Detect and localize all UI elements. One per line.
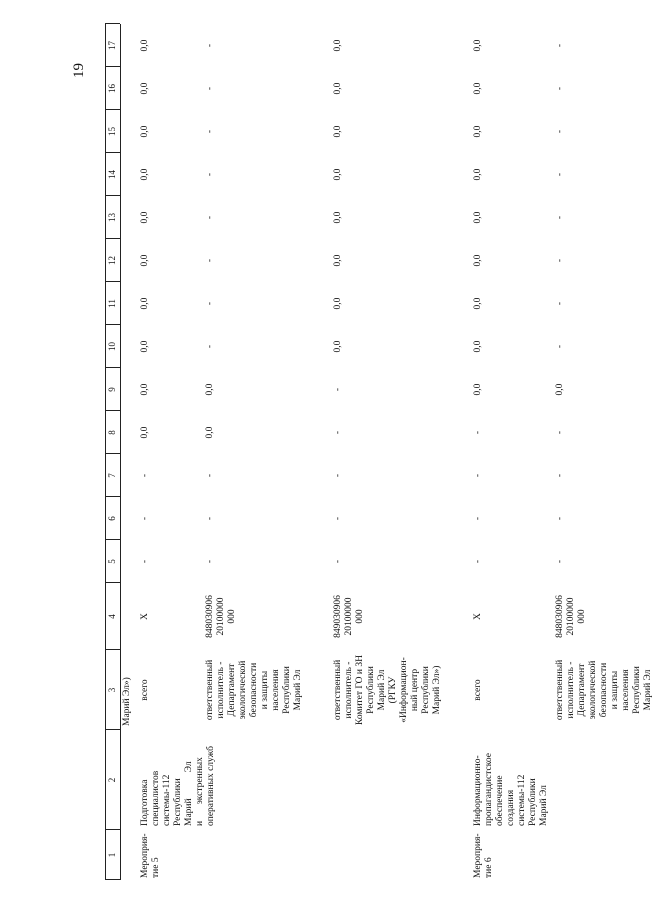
row-value: 0,0 xyxy=(473,297,483,310)
header-col-number: 8 xyxy=(107,430,117,435)
row-responsible: ответственный исполнитель - Департамент экологической безопасности и защиты населения Республики Марий Эл xyxy=(205,659,303,721)
row-budget-code: 849030906 20100000 000 xyxy=(333,595,365,638)
row-value: - xyxy=(205,473,215,478)
row-value: 0,0 xyxy=(333,340,343,353)
row-event-number: Мероприя- тие 5 xyxy=(140,833,161,878)
row-value: - xyxy=(205,215,215,220)
row-value: 0,0 xyxy=(473,340,483,353)
rotated-budget-table xyxy=(105,20,665,880)
row-budget-code: 848030906 20100000 000 xyxy=(555,595,587,638)
row-value: - xyxy=(473,430,483,435)
row-event-title: Подготовка специалистов системы-112 Республики Марий Эл и экстренных оперативных служб xyxy=(140,746,216,826)
row-value: 0,0 xyxy=(333,254,343,267)
row-value: 0,0 xyxy=(140,297,150,310)
row-value: - xyxy=(555,301,565,306)
row-value: - xyxy=(555,559,565,564)
row-value: - xyxy=(205,559,215,564)
row-value: 0,0 xyxy=(140,426,150,439)
row-event-title: Информационно- пропагандистское обеспечение создания системы-112 Республики Марий Эл xyxy=(473,753,549,826)
row-value: 0,0 xyxy=(140,125,150,138)
row-value: - xyxy=(205,258,215,263)
row-value: - xyxy=(205,129,215,134)
header-col-number: 13 xyxy=(107,213,117,222)
row-value: - xyxy=(140,516,150,521)
row-value: - xyxy=(473,516,483,521)
row-value: 0,0 xyxy=(333,211,343,224)
row-value: - xyxy=(555,215,565,220)
header-col-number: 9 xyxy=(107,387,117,392)
row-budget-code: 848030906 20100000 000 xyxy=(205,595,237,638)
header-col-number: 4 xyxy=(107,614,117,619)
header-col-number: 6 xyxy=(107,516,117,521)
header-col-number: 14 xyxy=(107,170,117,179)
header-bottom-line xyxy=(120,24,121,880)
header-col-number: 3 xyxy=(107,687,117,693)
row-value: 0,0 xyxy=(555,383,565,396)
row-value: 0,0 xyxy=(473,125,483,138)
row-budget-code: X xyxy=(140,613,150,620)
row-value: - xyxy=(473,559,483,564)
row-responsible: всего xyxy=(140,679,150,701)
header-col-number: 5 xyxy=(107,559,117,564)
row-value: - xyxy=(555,172,565,177)
row-value: 0,0 xyxy=(333,168,343,181)
row-responsible: ответственный исполнитель - Департамент экологической безопасности и защиты населения Республики Марий Эл xyxy=(555,659,653,721)
row-value: 0,0 xyxy=(473,383,483,396)
row-value: - xyxy=(205,516,215,521)
row-value: - xyxy=(555,129,565,134)
row-value: - xyxy=(140,559,150,564)
header-col-number: 17 xyxy=(107,41,117,50)
page-number: 19 xyxy=(71,63,87,78)
row-value: 0,0 xyxy=(140,211,150,224)
header-col-number: 7 xyxy=(107,473,117,478)
header-col-number: 16 xyxy=(107,84,117,93)
row-value: - xyxy=(333,387,343,392)
row-value: - xyxy=(205,86,215,91)
row-value: 0,0 xyxy=(140,39,150,52)
row-value: 0,0 xyxy=(205,426,215,439)
row-value: - xyxy=(205,344,215,349)
row-value: - xyxy=(333,516,343,521)
row-budget-code: X xyxy=(473,613,483,620)
row-value: 0,0 xyxy=(473,211,483,224)
row-value: - xyxy=(333,559,343,564)
row-value: - xyxy=(555,430,565,435)
header-col-number: 10 xyxy=(107,342,117,351)
row-value: - xyxy=(473,473,483,478)
row-value: - xyxy=(555,516,565,521)
row-value: - xyxy=(333,430,343,435)
row-value: - xyxy=(555,86,565,91)
row-value: 0,0 xyxy=(333,125,343,138)
row-value: - xyxy=(555,344,565,349)
row-responsible: всего xyxy=(473,679,483,701)
row-value: 0,0 xyxy=(140,168,150,181)
row-value: 0,0 xyxy=(473,82,483,95)
row-value: - xyxy=(205,43,215,48)
row-value: - xyxy=(205,172,215,177)
row-value: 0,0 xyxy=(333,82,343,95)
row-value: 0,0 xyxy=(140,383,150,396)
row-value: - xyxy=(205,301,215,306)
row-value: - xyxy=(555,258,565,263)
row-responsible: ответственный исполнитель - Комитет ГО и ЗН Республики Марий Эл (РГКУ «Информацион- ный центр Республики Марий Эл») xyxy=(333,655,442,725)
row-value: 0,0 xyxy=(473,39,483,52)
row-value: - xyxy=(140,473,150,478)
row-value: 0,0 xyxy=(205,383,215,396)
header-col-number: 15 xyxy=(107,127,117,136)
header-col-number: 1 xyxy=(107,852,117,858)
row-value: 0,0 xyxy=(473,168,483,181)
row-value: 0,0 xyxy=(140,82,150,95)
row-value: - xyxy=(555,473,565,478)
row-value: 0,0 xyxy=(140,254,150,267)
header-col-number: 11 xyxy=(107,299,117,308)
row-value: 0,0 xyxy=(473,254,483,267)
header-col-number: 12 xyxy=(107,256,117,265)
row-value: - xyxy=(555,43,565,48)
carry-over-text: Марий Эл») xyxy=(122,677,132,726)
row-value: 0,0 xyxy=(333,39,343,52)
row-value: 0,0 xyxy=(140,340,150,353)
row-value: - xyxy=(333,473,343,478)
row-event-number: Мероприя- тие 6 xyxy=(473,833,494,878)
row-value: 0,0 xyxy=(333,297,343,310)
header-col-number: 2 xyxy=(107,777,117,783)
